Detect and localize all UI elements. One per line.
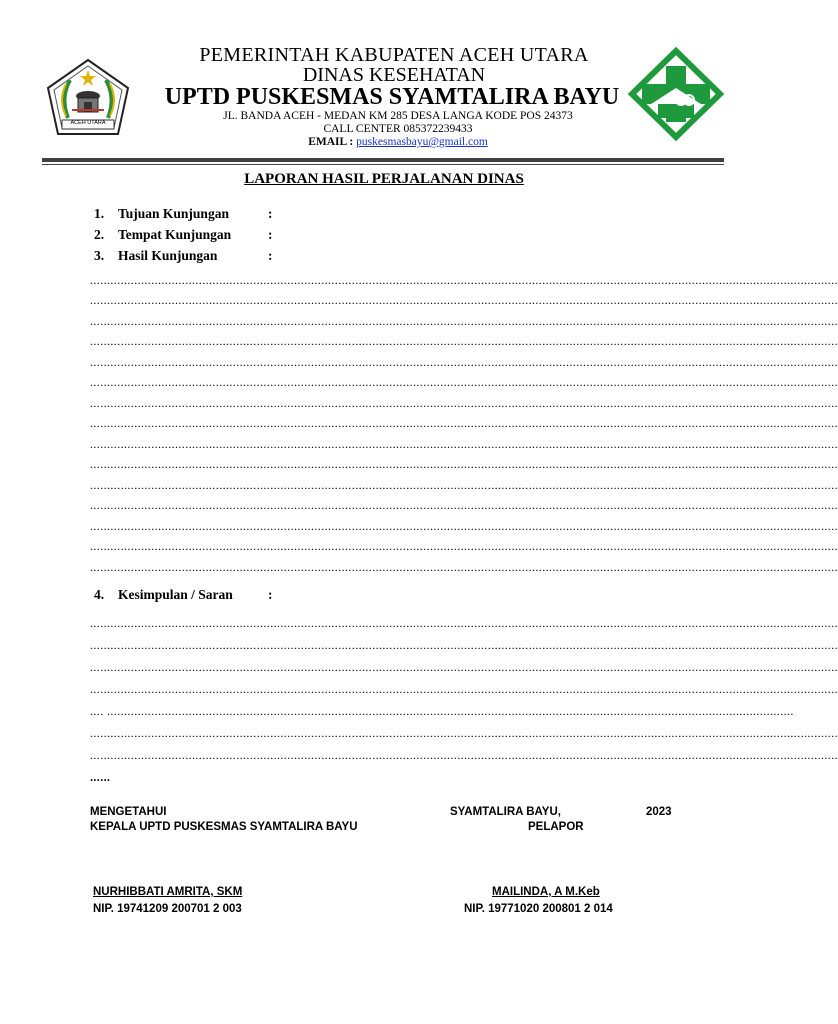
kesimpulan-line: ............................................................................................................................................................................................................................ [90, 616, 838, 630]
hasil-line: ............................................................................................................................................................................................................................ [90, 437, 838, 451]
hasil-line: ............................................................................................................................................................................................................................ [90, 457, 838, 471]
header-institution: UPTD PUSKESMAS SYAMTALIRA BAYU [164, 84, 620, 110]
hasil-line: ............................................................................................................................................................................................................................ [90, 293, 838, 307]
signature-year: 2023 [646, 806, 672, 818]
header-email [0, 136, 782, 148]
signature-right-title: PELAPOR [528, 821, 584, 833]
signature-left-title: KEPALA UPTD PUSKESMAS SYAMTALIRA BAYU [90, 821, 358, 833]
header-address: JL. BANDA ACEH - MEDAN KM 285 DESA LANGA KODE POS 24373 [223, 110, 573, 122]
document-title: LAPORAN HASIL PERJALANAN DINAS [244, 171, 524, 187]
item-hasil: 3. Hasil Kunjungan : [94, 248, 273, 263]
kesimpulan-line: ............................................................................................................................................................................................................................ [90, 660, 838, 674]
signature-right-nip: NIP. 19771020 200801 2 014 [464, 903, 613, 915]
hasil-line: ............................................................................................................................................................................................................................ [90, 478, 838, 492]
hasil-line: ............................................................................................................................................................................................................................ [90, 416, 838, 430]
hasil-line: ............................................................................................................................................................................................................................ [90, 396, 838, 410]
kesimpulan-line: ............................................................................................................................................................................................................................ [90, 682, 838, 696]
hasil-line: ............................................................................................................................................................................................................................ [90, 519, 838, 533]
emblem-caption: ACEH UTARA [70, 120, 106, 126]
hasil-line: ............................................................................................................................................................................................................................ [90, 314, 838, 328]
hasil-line: ............................................................................................................................................................................................................................ [90, 375, 838, 389]
header-department: DINAS KESEHATAN [302, 64, 486, 86]
header-rule-thick [42, 158, 724, 162]
email-link[interactable]: puskesmasbayu@gmail.com [356, 136, 488, 148]
hasil-line: ............................................................................................................................................................................................................................ [90, 539, 838, 553]
hasil-line: ............................................................................................................................................................................................................................ [90, 273, 838, 287]
hasil-line: ............................................................................................................................................................................................................................ [90, 334, 838, 348]
header-call-center: CALL CENTER 085372239433 [323, 123, 473, 135]
email-label: EMAIL : [308, 136, 354, 148]
item-kesimpulan: 4. Kesimpulan / Saran : [94, 587, 273, 602]
signature-left-heading: MENGETAHUI [90, 806, 167, 818]
signature-right-name: MAILINDA, A M.Keb [492, 886, 600, 898]
signature-place: SYAMTALIRA BAYU, [450, 806, 561, 818]
kesimpulan-line-end: ...... [90, 770, 111, 784]
hasil-line: ............................................................................................................................................................................................................................ [90, 560, 838, 574]
hasil-line: ............................................................................................................................................................................................................................ [90, 498, 838, 512]
item-tempat: 2. Tempat Kunjungan : [94, 227, 273, 242]
hasil-line: ............................................................................................................................................................................................................................ [90, 355, 838, 369]
kesimpulan-line: ............................................................................................................................................................................................................................ [90, 748, 838, 762]
signature-left-name: NURHIBBATI AMRITA, SKM [93, 886, 243, 898]
kesimpulan-line: ............................................................................................................................................................................................................................ [90, 726, 838, 740]
kesimpulan-line: ............................................................................................................................................................................................................................ [90, 638, 838, 652]
header-government: PEMERINTAH KABUPATEN ACEH UTARA [199, 44, 589, 66]
signature-left-nip: NIP. 19741209 200701 2 003 [93, 903, 242, 915]
header-rule-thin [42, 164, 724, 165]
item-tujuan: 1. Tujuan Kunjungan : [94, 206, 273, 221]
kesimpulan-line: .... .......................................................................................................................................................................................................... [90, 704, 794, 718]
